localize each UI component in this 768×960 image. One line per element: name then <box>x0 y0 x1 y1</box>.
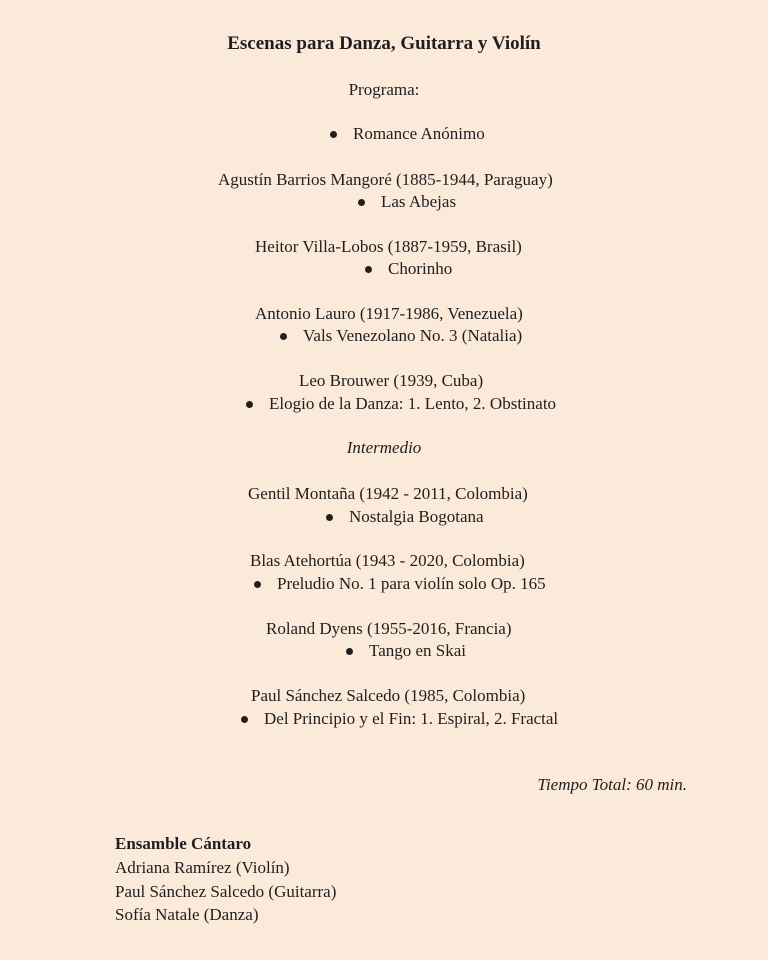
program-piece <box>326 507 484 527</box>
bullet-icon <box>254 581 261 588</box>
total-time: Tiempo Total: 60 min. <box>537 775 687 794</box>
program-piece <box>254 574 546 594</box>
ensemble-name: Ensamble Cántaro <box>115 834 252 853</box>
bullet-icon <box>241 716 248 723</box>
piece-title: Tango en Skai <box>369 641 467 660</box>
document-title: Escenas para Danza, Guitarra y Violín <box>227 33 541 54</box>
composer-name: Gentil Montaña (1942 - 2011, Colombia) <box>248 484 528 503</box>
composer-name: Leo Brouwer (1939, Cuba) <box>299 371 484 390</box>
ensemble-member: Sofía Natale (Danza) <box>115 905 259 924</box>
piece-title: Elogio de la Danza: 1. Lento, 2. Obstinato <box>269 394 557 413</box>
program-piece <box>330 124 485 144</box>
bullet-icon <box>365 266 372 273</box>
program-piece <box>246 394 556 414</box>
intermission-label: Intermedio <box>346 438 422 457</box>
piece-title: Romance Anónimo <box>353 124 485 143</box>
program-piece <box>280 326 522 346</box>
program-piece <box>346 641 466 661</box>
bullet-icon <box>280 333 287 340</box>
piece-title: Chorinho <box>388 259 453 278</box>
bullet-icon <box>358 199 365 206</box>
ensemble-member: Paul Sánchez Salcedo (Guitarra) <box>115 882 337 901</box>
program-piece <box>358 192 456 212</box>
program-label: Programa: <box>348 80 420 99</box>
bullet-icon <box>326 514 333 521</box>
bullet-icon <box>346 648 353 655</box>
composer-name: Agustín Barrios Mangoré (1885-1944, Paraguay) <box>218 170 553 189</box>
piece-title: Nostalgia Bogotana <box>349 507 484 526</box>
composer-name: Heitor Villa-Lobos (1887-1959, Brasil) <box>255 237 522 256</box>
composer-name: Roland Dyens (1955-2016, Francia) <box>266 619 512 638</box>
piece-title: Del Principio y el Fin: 1. Espiral, 2. Fractal <box>264 709 559 728</box>
piece-title: Las Abejas <box>381 192 457 211</box>
program-piece <box>241 709 558 729</box>
program-piece <box>365 259 452 279</box>
piece-title: Preludio No. 1 para violín solo Op. 165 <box>277 574 546 593</box>
bullet-icon <box>330 131 337 138</box>
ensemble-member: Adriana Ramírez (Violín) <box>115 858 290 877</box>
composer-name: Paul Sánchez Salcedo (1985, Colombia) <box>251 686 526 705</box>
composer-name: Antonio Lauro (1917-1986, Venezuela) <box>255 304 523 323</box>
bullet-icon <box>246 401 253 408</box>
composer-name: Blas Atehortúa (1943 - 2020, Colombia) <box>250 551 525 570</box>
piece-title: Vals Venezolano No. 3 (Natalia) <box>303 326 523 345</box>
